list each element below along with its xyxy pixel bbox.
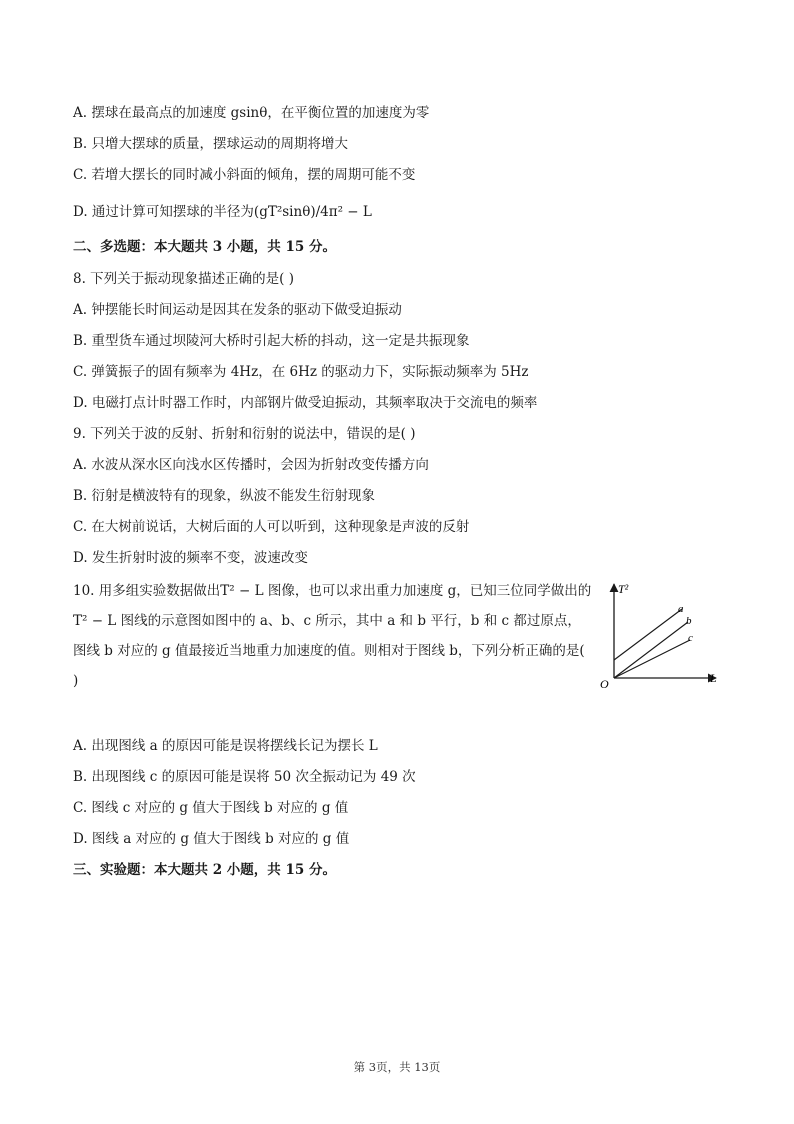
t2-l-graph <box>594 578 728 690</box>
q10-option-b: B. 出现图线 c 的原因可能是误将 50 次全振动记为 49 次 <box>73 769 416 785</box>
page-footer: 第 3页，共 13页 <box>353 1060 441 1074</box>
graph-label-c: c <box>688 632 693 644</box>
section2-title: 二、多选题：本大题共 3 小题，共 15 分。 <box>73 239 336 255</box>
q10-option-d: D. 图线 a 对应的 g 值大于图线 b 对应的 g 值 <box>73 831 350 847</box>
q7-option-b: B. 只增大摆球的质量，摆球运动的周期将增大 <box>73 136 349 152</box>
q8-option-d: D. 电磁打点计时器工作时，内部钢片做受迫振动，其频率取决于交流电的频率 <box>73 395 538 411</box>
q10-option-a: A. 出现图线 a 的原因可能是误将摆线长记为摆长 L <box>73 738 378 754</box>
q10-stem: 10. 用多组实验数据做出T² − L 图像，也可以求出重力加速度 g，已知三位同学做出的 T² − L 图线的示意图如图中的 a、b、c 所示，其中 a 和 b 平行，b 和 c 都过原点，图线 b 对应的 g 值最接近当地重力加速度的值。则相对于图线 b，下列分析正确的是( ) <box>73 583 592 689</box>
graph-label-b: b <box>686 615 692 627</box>
q9-option-c: C. 在大树前说话，大树后面的人可以听到，这种现象是声波的反射 <box>73 519 470 535</box>
q10-option-c: C. 图线 c 对应的 g 值大于图线 b 对应的 g 值 <box>73 800 349 816</box>
q9-option-b: B. 衍射是横波特有的现象，纵波不能发生衍射现象 <box>73 488 376 504</box>
y-axis-label: T² <box>618 582 629 596</box>
q8-option-b: B. 重型货车通过坝陵河大桥时引起大桥的抖动，这一定是共振现象 <box>73 333 470 349</box>
q8-option-c: C. 弹簧振子的固有频率为 4Hz，在 6Hz 的驱动力下，实际振动频率为 5Hz <box>73 364 529 380</box>
q7-option-a: A. 摆球在最高点的加速度 gsinθ，在平衡位置的加速度为零 <box>73 105 430 121</box>
q7-option-d: D. 通过计算可知摆球的半径为(gT²sinθ)/4π² − L <box>73 204 372 220</box>
q8-stem: 8. 下列关于振动现象描述正确的是( ) <box>73 271 294 287</box>
q9-stem: 9. 下列关于波的反射、折射和衍射的说法中，错误的是( ) <box>73 426 416 442</box>
q9-option-a: A. 水波从深水区向浅水区传播时，会因为折射改变传播方向 <box>73 457 429 473</box>
origin-label: O <box>600 677 609 690</box>
section3-title: 三、实验题：本大题共 2 小题，共 15 分。 <box>73 862 336 878</box>
graph-line-b <box>614 622 688 678</box>
graph-label-a: a <box>678 603 684 615</box>
q9-option-d: D. 发生折射时波的频率不变，波速改变 <box>73 550 308 566</box>
q8-option-a: A. 钟摆能长时间运动是因其在发条的驱动下做受迫振动 <box>73 302 402 318</box>
graph-line-c <box>614 640 690 678</box>
q7-option-c: C. 若增大摆长的同时减小斜面的倾角，摆的周期可能不变 <box>73 167 416 183</box>
x-axis-label: L <box>710 671 717 685</box>
